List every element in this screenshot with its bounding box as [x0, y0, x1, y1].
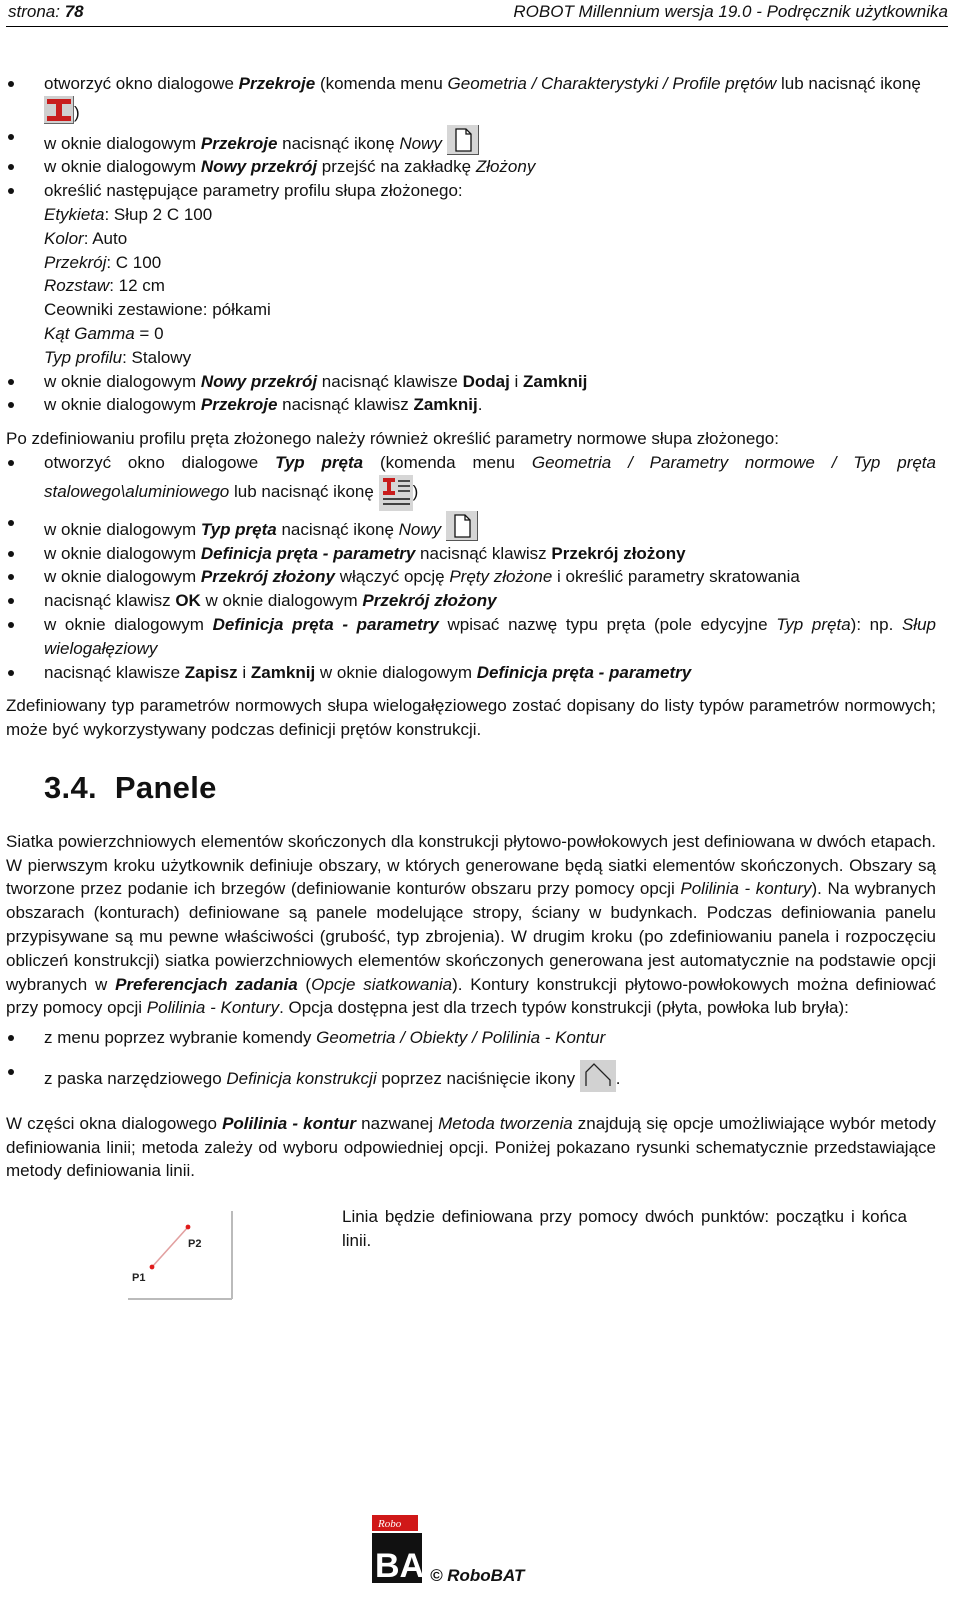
text-run: )	[74, 102, 80, 122]
emphasis-text: Słup wielogałęziowy	[44, 614, 936, 658]
text-run: .	[615, 1068, 621, 1088]
text-run: (komenda menu	[363, 452, 532, 472]
list-item	[6, 125, 936, 156]
emphasis-text: Zamknij	[523, 371, 588, 391]
text-run: nacisnąć klawisze	[317, 371, 463, 391]
list-item	[6, 511, 936, 542]
text-run: w oknie dialogowym	[315, 662, 477, 682]
emphasis-text: Polilinia - Kontury	[146, 998, 280, 1018]
emphasis-text: Przekrój	[44, 252, 107, 272]
line-two-points-figure	[128, 1211, 236, 1301]
emphasis-text: Zamknij	[413, 395, 478, 415]
text-run: nacisnąć ikonę	[277, 133, 400, 153]
emphasis-text: Przekrój złożony	[362, 591, 497, 611]
list-item	[6, 661, 936, 685]
text-run: z paska narzędziowego	[44, 1068, 227, 1088]
list-item	[6, 179, 936, 203]
param-line	[6, 251, 936, 275]
text-run: Siatka powierzchniowych elementów skończonych dla konstrukcji płytowo-powłokowych jest definiowana w dwóch etapach. W pierwszym kroku użytkownik definiuje obszary, w których generowane będą siatki elementów skończonych. Obszary są tworzone przez podanie ich brzegów (definiowanie konturów obszaru przy pomocy opcji	[6, 831, 936, 899]
text-run: określić następujące parametry profilu słupa złożonego:	[44, 181, 463, 201]
text-run: w oknie dialogowym	[44, 157, 201, 177]
emphasis-text: Przekroje	[200, 395, 278, 415]
text-run: (	[297, 974, 312, 994]
emphasis-text: Przekroje	[238, 74, 316, 93]
page-header	[6, 0, 948, 27]
figure-row	[6, 1195, 936, 1305]
text-run: z menu poprzez wybranie komendy	[44, 1028, 317, 1048]
emphasis-text: Nowy	[399, 133, 442, 153]
text-run: otworzyć okno dialogowe	[44, 74, 239, 93]
paragraph-2: Zdefiniowany typ parametrów normowych słupa wielogałęziowego zostać dopisany do listy typów parametrów normowych; może być wykorzystywany podczas definicji prętów konstrukcji.	[6, 696, 936, 740]
emphasis-text: Kolor	[44, 228, 84, 248]
text-run: nacisnąć klawisz	[277, 395, 414, 415]
emphasis-text: Definicja pręta - parametry	[212, 614, 439, 634]
emphasis-text: Geometria / Parametry normowe / Typ pręta stalowego\aluminiowego	[44, 452, 936, 501]
emphasis-text: Typ profilu	[44, 347, 123, 367]
text-run: nazwanej	[356, 1113, 439, 1133]
param-line	[6, 346, 936, 370]
emphasis-text: Przekrój złożony	[200, 567, 335, 587]
emphasis-text: Typ pręta	[275, 452, 364, 472]
text-run: : C 100	[106, 252, 162, 272]
emphasis-text: Definicja pręta - parametry	[476, 662, 692, 682]
list-item	[6, 1060, 936, 1092]
list-item	[6, 393, 936, 417]
text-run: = 0	[134, 323, 164, 343]
text-run: : Auto	[83, 228, 128, 248]
text-run: (komenda menu	[315, 74, 448, 93]
text-run: )	[412, 481, 419, 501]
text-run: znajdują się opcje umożliwiające wybór metody definiowania linii; metoda zależy od wyboru odpowiedniej opcji. Poniżej pokazano rysunki schematycznie przedstawiające metody definiowania linii.	[6, 1113, 936, 1181]
paragraph-4	[6, 1112, 936, 1183]
emphasis-text: Dodaj	[462, 371, 510, 391]
text-run: nacisnąć ikonę	[276, 519, 399, 539]
list-item	[6, 451, 936, 511]
text-run: wpisać nazwę typu pręta (pole edycyjne	[438, 614, 777, 634]
emphasis-text: Przekroje	[200, 133, 278, 153]
emphasis-text: Nowy przekrój	[200, 157, 318, 177]
emphasis-text: Typ pręta	[776, 614, 851, 634]
section-heading: 3.4. Panele	[44, 769, 217, 805]
emphasis-text: OK	[175, 591, 201, 611]
paragraph-3	[6, 830, 936, 1020]
emphasis-text: Geometria / Obiekty / Polilinia - Kontur	[316, 1028, 606, 1048]
text-run: w oknie dialogowym	[44, 614, 213, 634]
point-p1	[150, 1265, 155, 1270]
list-item	[6, 72, 936, 125]
list-item	[6, 155, 936, 179]
param-line	[6, 298, 936, 322]
text-run: i	[509, 371, 524, 391]
steps-list-2	[6, 370, 936, 418]
list-item	[6, 613, 936, 661]
copyright: © RoboBAT	[430, 1566, 525, 1585]
text-run: ). Na wybranych obszarach (konturach) definiowane są panele modelujące stropy, ściany w budynkach. Podczas definiowania panelu przypisywane są mu pewne właściwości (grubość, typ zbrojenia). W drugim kroku (po zdefiniowaniu panela i rozpoczęciu obliczeń konstrukcji) siatka powierzchniowych elementów skończonych generowana jest automatycznie na podstawie opcji wybranych w	[6, 879, 936, 994]
param-line	[6, 203, 936, 227]
text-run: lub nacisnąć ikonę	[229, 481, 379, 501]
text-run: włączyć opcję	[335, 567, 450, 587]
list-item	[6, 565, 936, 589]
text-run: i określić parametry skratowania	[552, 567, 800, 587]
polyline-icon	[580, 1060, 616, 1092]
robobat-logo	[372, 1515, 552, 1595]
point-p2	[186, 1225, 191, 1230]
param-line	[6, 322, 936, 346]
text-run: poprzez naciśnięcie ikony	[376, 1068, 580, 1088]
emphasis-text: Polilinia - kontur	[222, 1113, 357, 1133]
text-run: Ceowniki zestawione: półkami	[44, 300, 271, 320]
text-run: w oknie dialogowym	[44, 519, 201, 539]
text-run: w oknie dialogowym	[44, 395, 201, 415]
page-content	[6, 72, 936, 1305]
emphasis-text: Zapisz	[184, 662, 238, 682]
list-item	[6, 1026, 936, 1050]
text-run: nacisnąć klawisz	[415, 543, 552, 563]
new-document-icon	[447, 125, 479, 155]
list-item	[6, 589, 936, 613]
emphasis-text: Geometria / Charakterystyki / Profile prętów	[447, 74, 777, 93]
text-run: przejść na zakładkę	[317, 157, 476, 177]
emphasis-text: Metoda tworzenia	[438, 1113, 573, 1133]
text-run: w oknie dialogowym	[44, 567, 201, 587]
steps-list-4	[6, 1026, 936, 1092]
steps-list-1	[6, 72, 936, 203]
steps-list-3	[6, 451, 936, 684]
label-p1: P1	[132, 1272, 146, 1285]
emphasis-text: Kąt Gamma	[44, 323, 135, 343]
page-number: strona: 78	[8, 2, 84, 21]
text-run: w oknie dialogowym	[44, 133, 201, 153]
text-run: ). Kontury konstrukcji płytowo-powłokowych można definiować przy pomocy opcji	[6, 974, 936, 1018]
emphasis-text: Definicja konstrukcji	[226, 1068, 377, 1088]
text-run: ): np.	[850, 614, 902, 634]
emphasis-text: Nowy	[398, 519, 442, 539]
text-run: : Słup 2 C 100	[104, 204, 213, 224]
emphasis-text: Etykieta	[44, 204, 105, 224]
text-run: i	[237, 662, 251, 682]
param-line	[6, 227, 936, 251]
svg-text:BAT: BAT	[375, 1547, 443, 1585]
text-run: w oknie dialogowym	[44, 371, 201, 391]
param-line	[6, 274, 936, 298]
text-run: .	[477, 395, 483, 415]
text-run: otworzyć okno dialogowe	[44, 452, 276, 472]
emphasis-text: Złożony	[475, 157, 536, 177]
text-run: : 12 cm	[109, 276, 165, 296]
emphasis-text: Pręty złożone	[449, 567, 553, 587]
emphasis-text: Nowy przekrój	[200, 371, 318, 391]
svg-text:Robo: Robo	[378, 1518, 402, 1530]
list-item	[6, 542, 936, 566]
emphasis-text: Rozstaw	[44, 276, 110, 296]
text-run: nacisnąć klawisze	[44, 662, 185, 682]
text-run: w oknie dialogowym	[200, 591, 363, 611]
text-run: nacisnąć klawisz	[44, 591, 176, 611]
paragraph-1: Po zdefiniowaniu profilu pręta złożonego należy również określić parametry normowe słupa złożonego:	[6, 429, 779, 449]
text-run: W części okna dialogowego	[6, 1113, 223, 1133]
new-document-icon	[446, 511, 478, 541]
emphasis-text: Opcje siatkowania	[311, 974, 453, 994]
member-type-icon	[379, 475, 413, 511]
emphasis-text: Polilinia - kontury	[680, 879, 812, 899]
emphasis-text: Definicja pręta - parametry	[200, 543, 416, 563]
emphasis-text: Przekrój złożony	[551, 543, 686, 563]
label-p2: P2	[188, 1238, 202, 1251]
params-block	[6, 203, 936, 370]
text-run: . Opcja dostępna jest dla trzech typów konstrukcji (płyta, powłoka lub bryła):	[279, 998, 849, 1018]
book-title: ROBOT Millennium wersja 19.0 - Podręcznik użytkownika	[513, 2, 948, 21]
text-run: w oknie dialogowym	[44, 543, 201, 563]
emphasis-text: Typ pręta	[200, 519, 277, 539]
emphasis-text: Preferencjach zadania	[115, 974, 298, 994]
emphasis-text: Zamknij	[250, 662, 316, 682]
text-run: : Stalowy	[122, 347, 192, 367]
figure-caption: Linia będzie definiowana przy pomocy dwóch punktów: początku i końca linii.	[342, 1207, 907, 1251]
text-run: lub nacisnąć ikonę	[776, 74, 921, 93]
list-item	[6, 370, 936, 394]
profile-i-icon	[44, 96, 74, 124]
